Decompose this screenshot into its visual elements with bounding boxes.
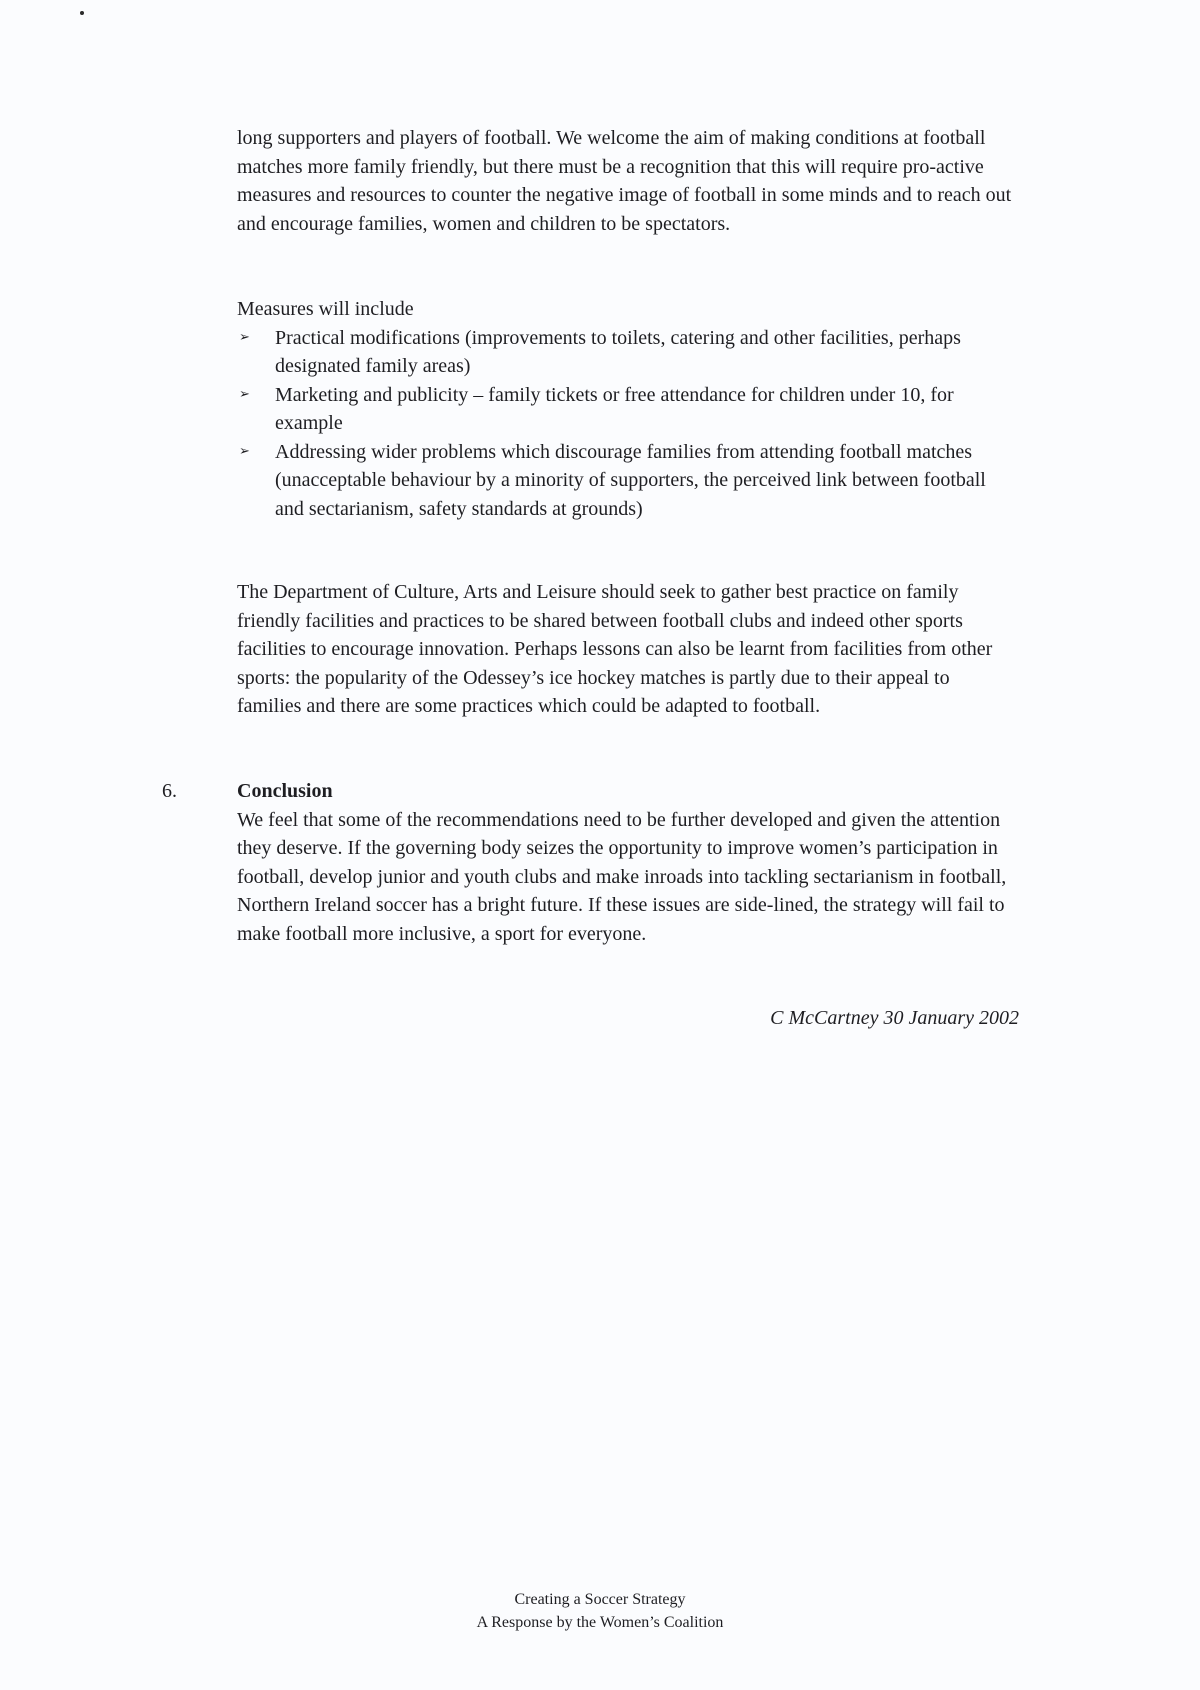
- paragraph-department-recommendation: The Department of Culture, Arts and Leisure should seek to gather best practice on family friendly facilities and practices to be shared between football clubs and indeed other sports facilities to encourage innovation. Perhaps lessons can also be learnt from facilities from other sports: the popularity of the Odessey’s ice hockey matches is partly due to their appeal to families and there are some practices which could be adapted to football.: [237, 581, 993, 717]
- list-item: [237, 324, 1017, 381]
- list-item-text: Marketing and publicity – family tickets or free attendance for children under 10, for example: [275, 383, 954, 434]
- section-number: 6.: [162, 780, 177, 802]
- measures-lead: Measures will include: [237, 298, 414, 320]
- measures-list: [237, 324, 1017, 524]
- footer-title: Creating a Soccer Strategy: [514, 1591, 686, 1608]
- signature-line: C McCartney 30 January 2002: [770, 1007, 1019, 1029]
- conclusion-section: [237, 777, 1017, 948]
- list-item-text: Practical modifications (improvements to toilets, catering and other facilities, perhaps designated family areas): [275, 326, 961, 377]
- conclusion-body: We feel that some of the recommendations need to be further developed and given the attention they deserve. If the governing body seizes the opportunity to improve women’s participation in football, develop junior and youth clubs and make inroads into tackling sectarianism in football, Northern Ireland soccer has a bright future. If these issues are side-lined, the strategy will fail to make football more inclusive, a sport for everyone.: [237, 808, 1007, 945]
- footer-subtitle: A Response by the Women’s Coalition: [476, 1614, 724, 1631]
- paragraph-family-friendly: long supporters and players of football. We welcome the aim of making conditions at football matches more family friendly, but there must be a recognition that this will require pro-active measures and resources to counter the negative image of football in some minds and to reach out and encourage families, women and children to be spectators.: [237, 127, 1012, 235]
- arrow-bullet-icon: ➢: [239, 329, 250, 345]
- page-footer: [0, 1588, 1200, 1634]
- list-item: [237, 381, 1017, 438]
- arrow-bullet-icon: ➢: [239, 386, 250, 402]
- arrow-bullet-icon: ➢: [239, 443, 250, 459]
- list-item-text: Addressing wider problems which discourage families from attending football matches (unacceptable behaviour by a minority of supporters, the perceived link between football and sectarianism, safety standards at grounds): [275, 440, 986, 520]
- section-heading: Conclusion: [237, 780, 333, 802]
- list-item: [237, 438, 1017, 524]
- measures-section: [237, 295, 1017, 523]
- scan-speck: [80, 11, 84, 15]
